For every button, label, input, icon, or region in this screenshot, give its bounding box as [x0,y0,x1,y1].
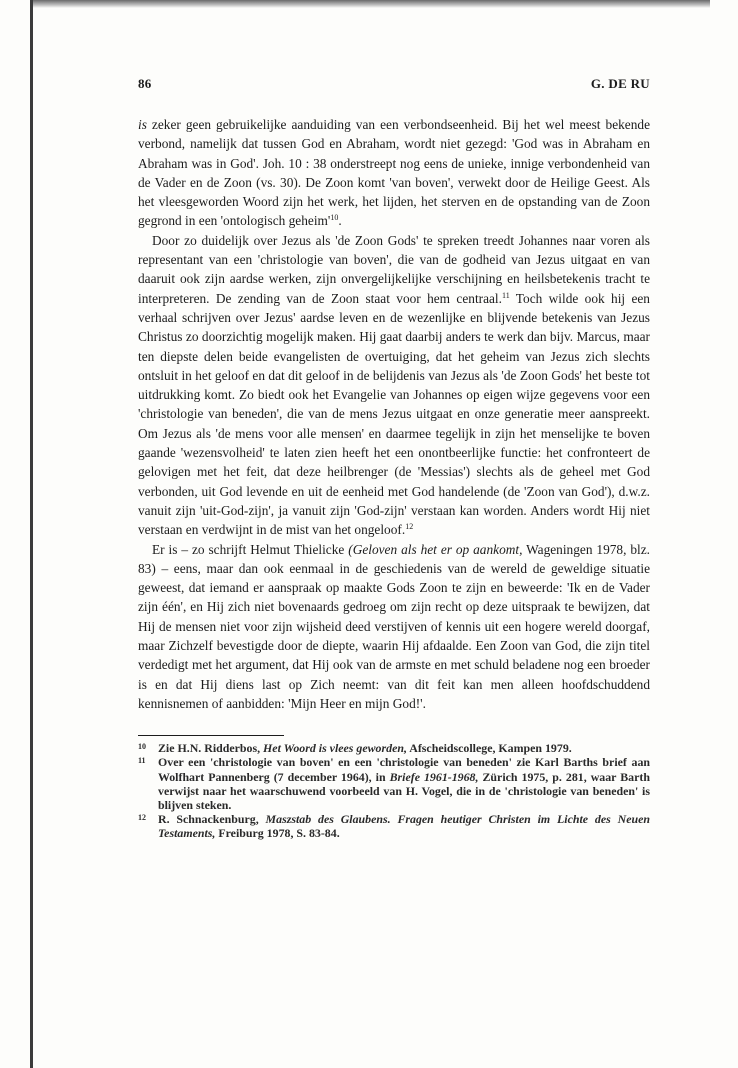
footnote-number: 10 [138,742,146,752]
footnote-12: 12 R. Schnackenburg, Maszstab des Glaubens. Fragen heutiger Christen im Lichte des Neuen Testaments, Freiburg 1978, S. 83-84. [138,812,650,841]
footnote-divider [138,735,284,736]
footnote-ref-11: 11 [501,290,510,300]
emphasis-is: is [138,117,147,132]
footnote-11: 11 Over een 'christologie van boven' en een 'christologie van beneden' zie Karl Barths brief aan Wolfhart Pannenberg (7 december 1964), in Briefe 1961-1968, Zürich 1975, p. 281, waar Barth verwijst naar het waarschuwend voorbeeld van H. Vogel, die in de 'christologie van beneden' is blijven steken. [138,755,650,813]
paragraph-1: is zeker geen gebruikelijke aanduiding van een verbondseenheid. Bij het wel meest bekende verbond, namelijk dat tussen God en Abraham, wordt niet gezegd: 'God was in Abraham en Abraham was in God'. Joh. 10 : 38 onderstreept nog eens de unieke, innige verbondenheid van de Vader en de Zoon (vs. 30). De Zoon komt 'van boven', verwekt door de Heilige Geest. Als het vleesgeworden Woord zijn het werk, het lijden, het sterven en de opstanding van de Zoon gegrond in een 'ontologisch $geheim'^{10}$. [138,117,650,229]
paragraph-3: Er is – zo schrijft Helmut Thielicke (Geloven als het er op aankomt, Wageningen 1978, blz. 83) – eens, maar dan ook eenmaal in de geschiedenis van de wereld de geweldige situatie geweest, dat iemand er aanspraak op maakte Gods Zoon te zijn en beweerde: 'Ik en de Vader zijn één', en Hij zich niet bovenaards gedroeg om zijn recht op deze uitspraak te bewijzen, dat Hij de mensen niet voor zijn wijsheid deed verstijven of kennis uit een hogere wereld doorgaf, maar Zichzelf bevestigde door de diepte, waarin Hij afdaalde. Een Zoon van God, die zijn titel verdedigt met het argument, dat Hij ook van de armste en met schuld beladene nog een broeder is en dat Hij diens last op Zich neemt: van dit feit kan men alleen hoofdschuddend kennisnemen of aanbidden: 'Mijn Heer en mijn God!'. [138,541,651,711]
running-head [138,76,650,92]
footnote-ref-12: 12 [405,522,414,532]
paragraph-2: Door zo duidelijk over Jezus als 'de Zoon Gods' te spreken treedt Johannes naar voren als representant van een 'christologie van boven', die van de godheid van Jezus uitgaat en van daaruit ook zijn aardse werken, zijn onvergelijkelijke verschijning en heilsbetekenis tracht te interpreteren. De zending van de Zoon staat voor hem centraal.$^{11}$ Toch wilde ook hij een verhaal schrijven over Jezus' aardse leven en de wezenlijke en blijvende betekenis van Jezus Christus zo doorzichtig mogelijk maken. Hij gaat daarbij anders te werk dan bijv. Marcus, maar ten diepste delen beide evangelisten de overtuiging, dat het geheim van Jezus zich slechts ontsluit in het geloof en dat dit geloof in de belijdenis van Jezus als 'de Zoon Gods' het beste tot uitdrukking komt. Zo biedt ook het Evangelie van Johannes op eigen wijze gegevens voor een 'christologie van beneden', die van de mens Jezus uitgaat en onze generatie meer aanspreekt. Om Jezus als 'de mens voor alle mensen' en daarmee tegelijk in zijn het menselijke te boven gaande 'wezensvolheid' te laten zien heeft het een onontbeerlijke functie: het confronteert de gelovigen met het feit, dat deze heilbrenger (de 'Messias') slechts als de geheel met God verbonden, uit God levende en uit de eenheid met God handelende (de 'Zoon van God'), d.w.z. vanuit zijn 'uit-God-zijn', ja vanuit zijn 'God-zijn' verstaan kan worden. Anders wordt Hij niet verstaan en verdwijnt in de mist van het ongeloof.$^{12}$ [138,232,650,538]
book-title-thielicke: (Geloven als het er op aankomt, [348,541,523,557]
running-head-author: G. DE RU [590,76,650,91]
footnote-10: 10 Zie H.N. Ridderbos, Het Woord is vlees geworden, Afscheidscollege, Kampen 1979. [138,741,572,756]
page-number: 86 [138,76,152,91]
scan-edge-left [30,0,33,1068]
book-page [138,76,650,841]
footnotes [138,741,650,840]
body-text [138,115,650,713]
footnote-number: 11 [138,756,146,766]
scan-shadow-top [32,0,710,8]
footnote-ref-10: 10 [330,213,339,223]
footnote-number: 12 [138,813,146,823]
